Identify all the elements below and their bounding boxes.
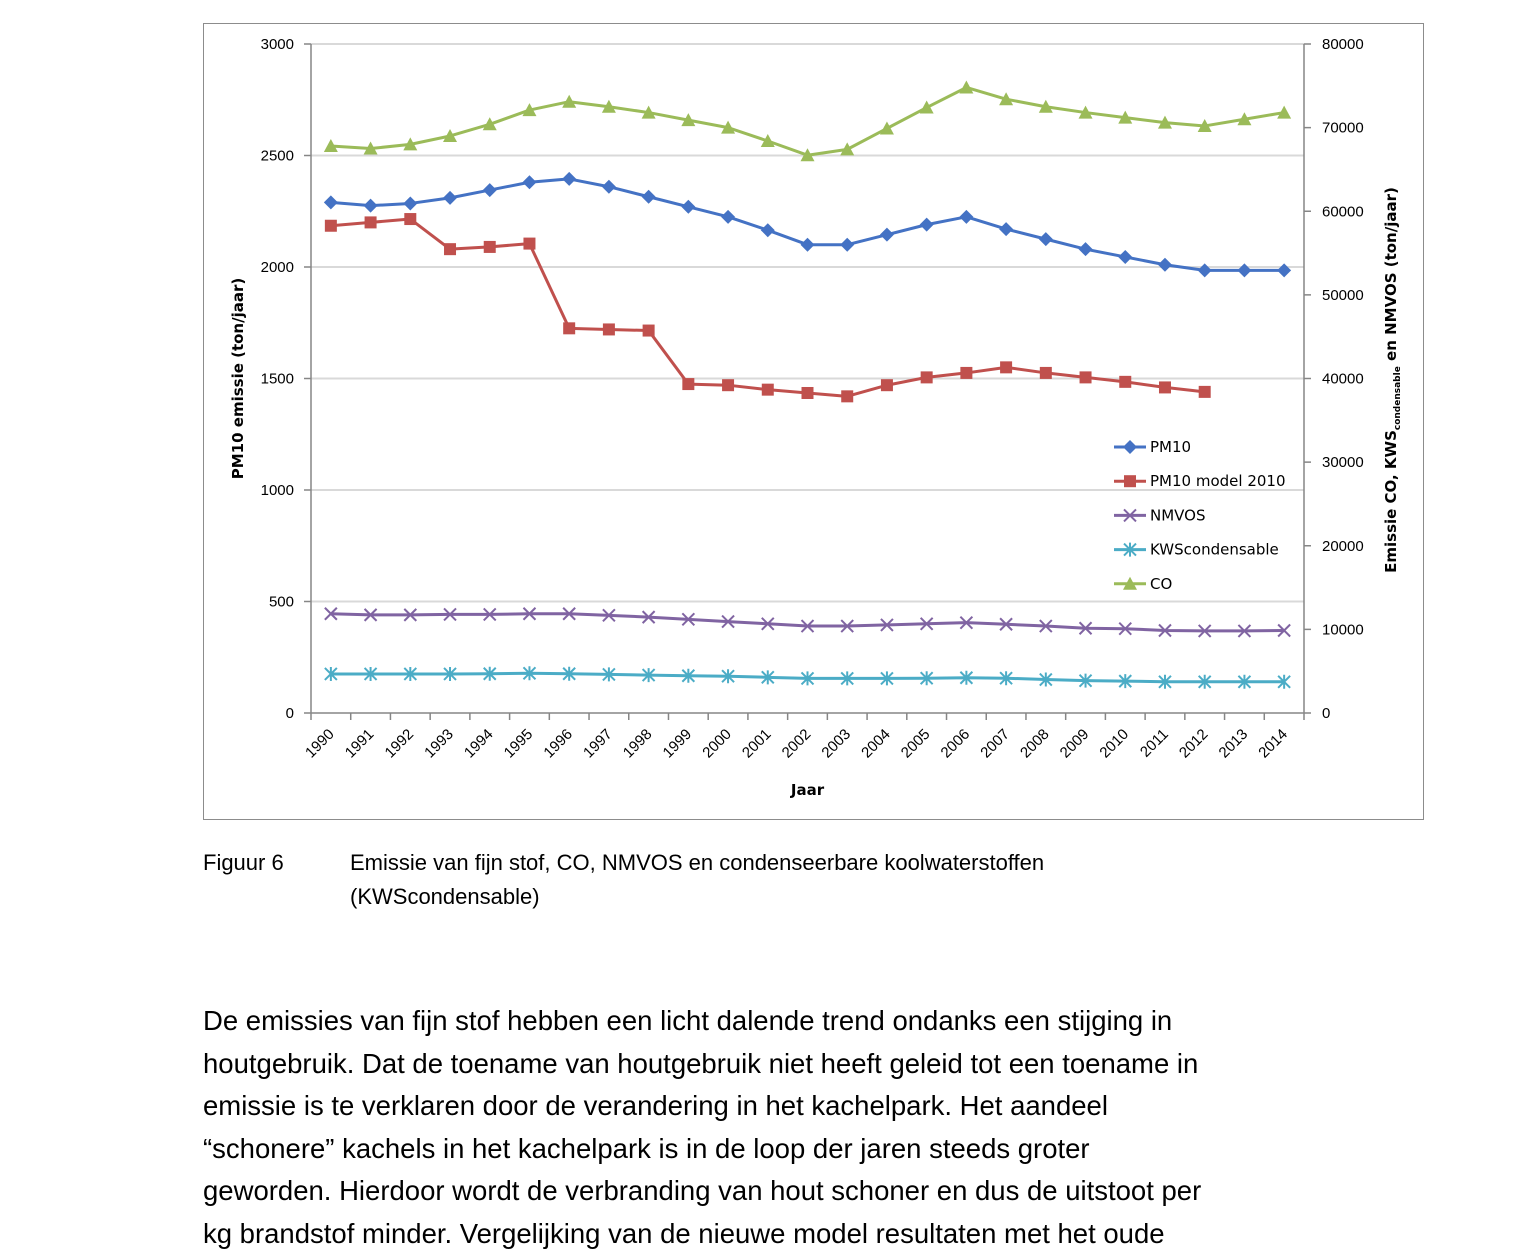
data-point-pm10: [642, 190, 656, 204]
data-point-pm10-model-2010: [1159, 381, 1171, 393]
series-line-nmvos: [331, 614, 1284, 631]
y-tick-label-left: 500: [268, 593, 294, 611]
data-point-pm10: [443, 191, 457, 205]
x-tick-label: 1995: [500, 725, 537, 762]
y-tick-label-right: 10000: [1322, 621, 1364, 639]
y-tick-label-right: 0: [1322, 705, 1331, 722]
body-line: kg brandstof minder. Vergelijking van de nieuwe model resultaten met het oude: [203, 1217, 1165, 1249]
y-tick-label-right: 60000: [1322, 203, 1364, 221]
data-point-pm10: [959, 210, 973, 224]
body-line: emissie is te verklaren door de verandering in het kachelpark. Het aandeel: [203, 1090, 1108, 1121]
data-point-pm10-model-2010: [722, 379, 734, 391]
x-tick-label: 1994: [460, 725, 497, 762]
x-tick-label: 2008: [1017, 725, 1053, 762]
data-point-pm10: [364, 199, 378, 213]
data-point-pm10: [721, 210, 735, 224]
data-point-pm10-model-2010: [404, 213, 416, 225]
data-point-pm10: [1158, 258, 1172, 272]
x-tick-label: 1990: [302, 725, 338, 762]
data-point-pm10-model-2010: [881, 379, 893, 391]
data-point-pm10: [801, 238, 815, 252]
data-point-co: [920, 101, 934, 114]
y-tick-label-right: 50000: [1322, 286, 1364, 304]
x-tick-label: 1993: [421, 725, 457, 762]
y-tick-label-right: 80000: [1322, 36, 1364, 53]
x-tick-label: 1991: [341, 725, 378, 762]
data-point-pm10: [999, 222, 1013, 236]
data-point-pm10-model-2010: [563, 322, 575, 334]
y-tick-label-left: 2000: [260, 259, 294, 276]
data-point-pm10-model-2010: [365, 216, 377, 228]
caption-text: [350, 846, 1350, 914]
x-tick-label: 2005: [897, 725, 934, 762]
caption-text-line-2: (KWScondensable): [350, 884, 540, 909]
x-tick-label: 2012: [1175, 725, 1212, 762]
data-point-pm10: [522, 175, 536, 189]
data-point-pm10: [840, 238, 854, 252]
data-point-co: [959, 80, 973, 93]
data-point-pm10: [920, 218, 934, 232]
x-tick-label: 2011: [1136, 725, 1172, 761]
y-axis-title-left: PM10 emissie (ton/jaar): [229, 277, 247, 480]
legend-marker-pm10: [1123, 440, 1137, 454]
data-point-pm10-model-2010: [1040, 367, 1052, 379]
data-point-pm10-model-2010: [643, 325, 655, 337]
legend-label-kwscondensable: KWScondensable: [1150, 540, 1279, 559]
x-tick-label: 2014: [1255, 725, 1291, 762]
data-point-pm10-model-2010: [484, 241, 496, 253]
y-tick-label-right: 70000: [1322, 119, 1364, 137]
y-tick-label-left: 1500: [260, 370, 294, 388]
legend-label-pm10: PM10: [1150, 438, 1192, 456]
data-point-pm10: [681, 200, 695, 214]
data-point-pm10: [1277, 263, 1291, 277]
data-point-pm10-model-2010: [762, 384, 774, 396]
data-point-pm10-model-2010: [603, 323, 615, 335]
caption-label: Figuur 6: [203, 850, 284, 875]
data-point-pm10-model-2010: [1119, 376, 1131, 388]
data-point-pm10-model-2010: [1080, 371, 1092, 383]
y-tick-label-left: 1000: [260, 482, 294, 499]
data-point-pm10-model-2010: [1000, 361, 1012, 373]
body-line: De emissies van fijn stof hebben een licht dalende trend ondanks een stijging in: [203, 1005, 1173, 1036]
x-tick-label: 2007: [977, 725, 1013, 762]
legend-label-pm10-model-2010: PM10 model 2010: [1150, 472, 1286, 491]
x-tick-label: 2004: [858, 725, 894, 762]
y-tick-label-right: 20000: [1322, 537, 1364, 555]
data-point-pm10: [1118, 250, 1132, 264]
x-tick-label: 2003: [818, 725, 855, 762]
data-point-pm10-model-2010: [523, 238, 535, 250]
y-tick-label-left: 3000: [260, 36, 294, 53]
y-axis-title-right: Emissie CO, $KWS_{condensable}$ en NMVOS (ton/jaar): [1382, 187, 1403, 573]
data-point-pm10: [1198, 263, 1212, 277]
data-point-pm10: [761, 223, 775, 237]
data-point-pm10: [880, 228, 894, 242]
data-point-pm10-model-2010: [325, 220, 337, 232]
x-tick-label: 2000: [699, 725, 735, 762]
legend-marker-pm10-model-2010: [1124, 475, 1136, 487]
body-paragraph: [203, 1000, 1433, 1255]
x-tick-label: 2001: [738, 725, 775, 762]
data-point-pm10: [1237, 263, 1251, 277]
data-point-pm10: [403, 196, 417, 210]
x-axis-title: Jaar: [790, 781, 825, 799]
x-tick-label: 1996: [540, 725, 577, 762]
data-point-pm10-model-2010: [802, 387, 814, 399]
x-tick-label: 2010: [1096, 725, 1133, 762]
x-tick-label: 1999: [659, 725, 696, 762]
data-point-pm10: [324, 195, 338, 209]
data-point-pm10-model-2010: [841, 390, 853, 402]
x-tick-label: 1997: [580, 725, 616, 762]
data-point-pm10: [602, 180, 616, 194]
x-tick-label: 1992: [381, 725, 418, 762]
series-line-co: [331, 87, 1284, 155]
data-point-co: [880, 121, 894, 134]
x-tick-label: 2002: [778, 725, 815, 762]
legend-label-co: CO: [1150, 574, 1173, 593]
data-point-pm10: [562, 172, 576, 186]
y-tick-label-right: 40000: [1322, 370, 1364, 388]
x-tick-label: 2006: [937, 725, 974, 762]
x-tick-label: 1998: [619, 725, 656, 762]
body-line: geworden. Hierdoor wordt de verbranding van hout schoner en dus de uitstoot per: [203, 1175, 1202, 1206]
data-point-pm10-model-2010: [682, 378, 694, 390]
legend-label-nmvos: NMVOS: [1150, 506, 1206, 525]
y-tick-label-left: 2500: [260, 147, 294, 165]
data-point-pm10-model-2010: [960, 367, 972, 379]
data-point-pm10: [483, 183, 497, 197]
data-point-pm10: [1079, 242, 1093, 256]
data-point-pm10: [1039, 232, 1053, 246]
caption-text-line-1: Emissie van fijn stof, CO, NMVOS en condenseerbare koolwaterstoffen: [350, 850, 1045, 875]
data-point-pm10-model-2010: [444, 243, 456, 255]
series-line-pm10: [331, 179, 1284, 270]
y-tick-label-right: 30000: [1322, 454, 1364, 472]
body-line: houtgebruik. Dat de toename van houtgebruik niet heeft geleid tot een toename in: [203, 1047, 1199, 1079]
y-tick-label-left: 0: [285, 705, 294, 722]
x-tick-label: 2013: [1215, 725, 1252, 762]
data-point-pm10-model-2010: [921, 371, 933, 383]
data-point-pm10-model-2010: [1199, 386, 1211, 398]
x-tick-label: 2009: [1056, 725, 1093, 762]
body-line: “schonere” kachels in het kachelpark is in de loop der jaren steeds groter: [203, 1132, 1090, 1164]
